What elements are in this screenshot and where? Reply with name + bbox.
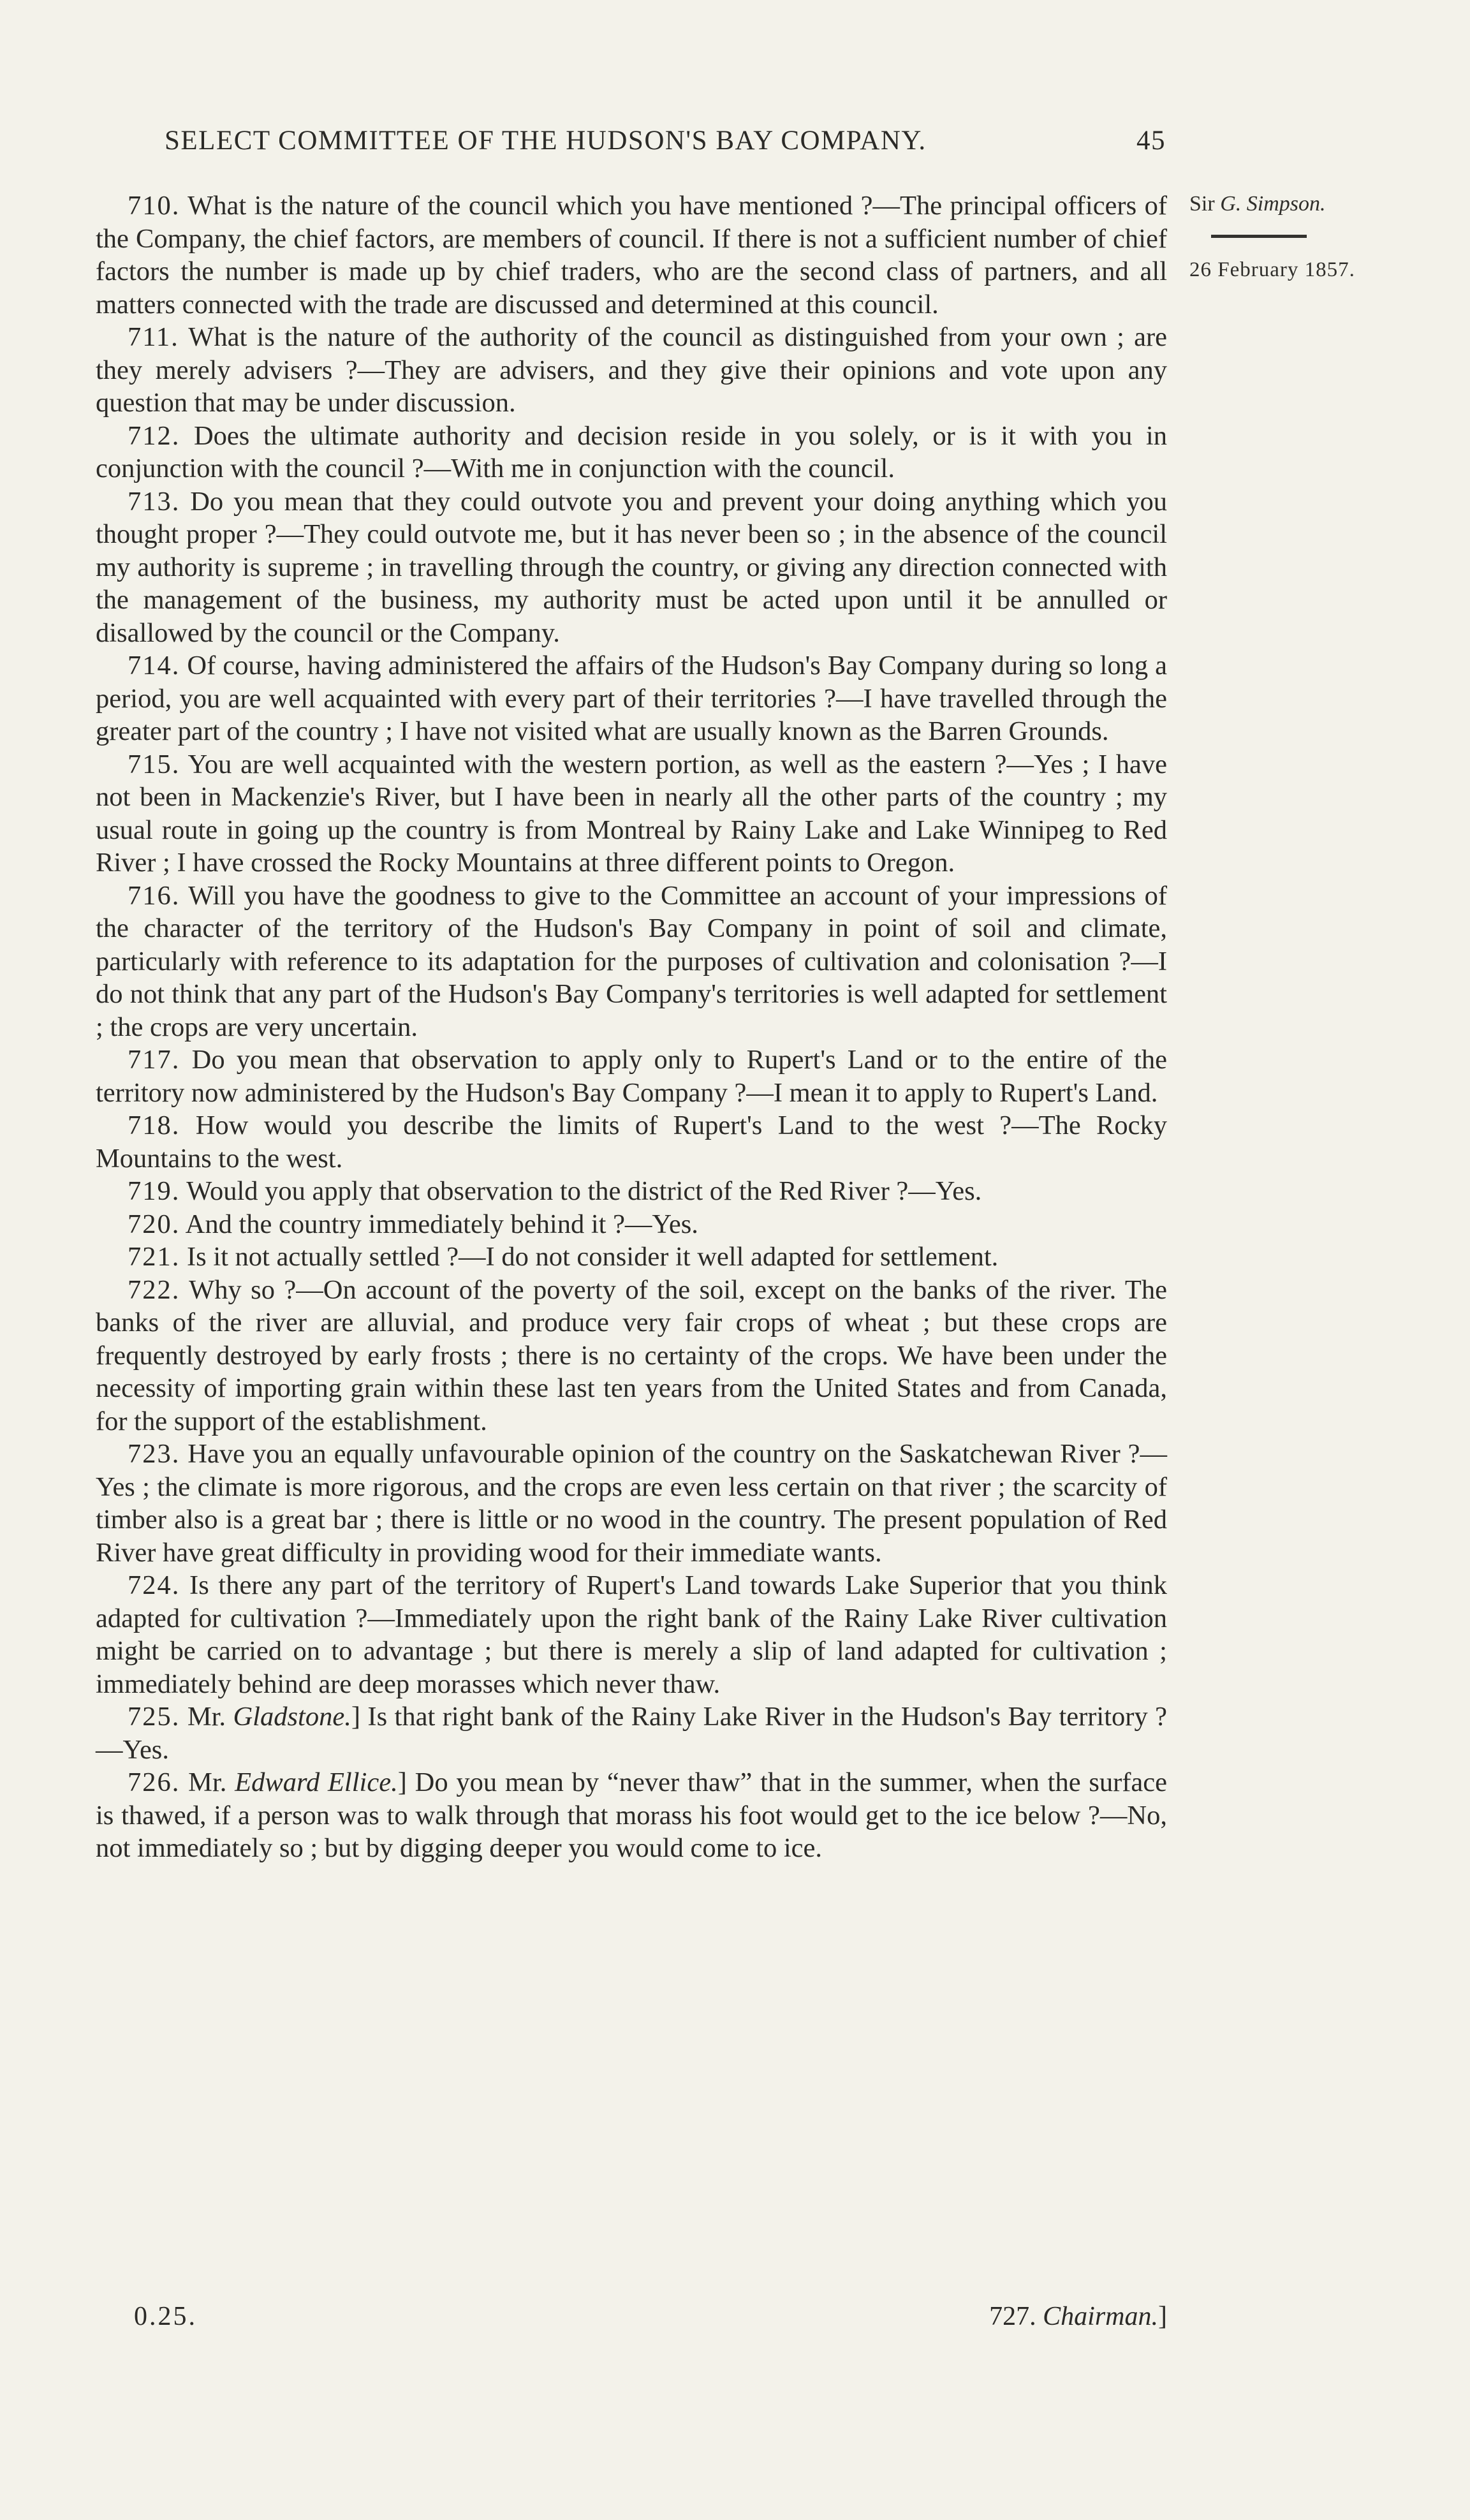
question-text: Is it not actually settled ?—I do not consider it well adapted for settlement. — [187, 1242, 999, 1272]
question-text: Have you an equally unfavourable opinion of the country on the Saskatchewan River ?—Yes ; the climate is more rigorous, and the crops are even less certain on that river ; the scarcity of timber also is a great bar ; there is little or no wood in the country. The present population of Red River have great difficulty in providing wood for their immediate wants. — [96, 1439, 1168, 1568]
page-number: 45 — [1136, 126, 1166, 156]
question-number: 715. — [128, 749, 180, 779]
speaker-title: Mr. — [188, 1767, 227, 1797]
question-716 — [96, 880, 1167, 1044]
page-footer — [134, 2301, 1167, 2339]
question-text: Is there any part of the territory of Rupert's Land towards Lake Superior that you think adapted for cultivation ?—Immediately upon the right bank of the Rainy Lake River cultivation might be carried on to advantage ; but there is merely a slip of land adapted for cultivation ; immediately behind are deep morasses which never thaw. — [96, 1570, 1168, 1699]
speaker-name: Edward Ellice. — [235, 1767, 398, 1797]
question-715 — [96, 748, 1167, 880]
question-number: 720. — [128, 1209, 180, 1239]
question-712 — [96, 420, 1167, 485]
catchword-number: 727. — [989, 2302, 1036, 2331]
question-721 — [96, 1241, 1167, 1274]
question-text: Will you have the goodness to give to the Committee an account of your impressions of the character of the territory of the Hudson's Bay Company in point of soil and climate, particularly with reference to its adaptation for the purposes of cultivation and colonisation ?—I do not think that any part of the Hudson's Bay Company's territories is well adapted for settlement ; the crops are very uncertain. — [96, 880, 1168, 1042]
question-number: 710. — [128, 191, 180, 221]
question-717 — [96, 1043, 1167, 1109]
question-number: 722. — [128, 1274, 180, 1305]
question-723 — [96, 1438, 1167, 1569]
question-718 — [96, 1109, 1167, 1175]
question-number: 711. — [128, 322, 179, 352]
question-number: 713. — [128, 486, 180, 517]
question-text: Do you mean that they could outvote you and prevent your doing anything which you thought proper ?—They could outvote me, but it has never been so ; in the absence of the council my authority is supreme ; in travelling through the country, or giving any direction connected with the management of the business, my authority must be acted upon until it be annulled or disallowed by the council or the Company. — [96, 486, 1168, 648]
testimony-body — [96, 189, 1167, 1865]
question-726 — [96, 1766, 1167, 1865]
speaker-title: Mr. — [187, 1702, 226, 1732]
question-number: 716. — [128, 880, 180, 911]
question-text: And the country immediately behind it ?—Yes. — [185, 1209, 698, 1239]
question-number: 719. — [128, 1176, 180, 1206]
question-text: Would you apply that observation to the district of the Red River ?—Yes. — [186, 1176, 982, 1206]
question-number: 712. — [128, 420, 180, 451]
speaker-name: Gladstone. — [233, 1702, 351, 1732]
running-title: SELECT COMMITTEE OF THE HUDSON'S BAY COMPANY. — [165, 126, 927, 156]
margin-rule — [1211, 235, 1307, 238]
question-text: ] Do you mean by “never thaw” that in the summer, when the surface is thawed, if a person was to walk through that morass his foot would get to the ice below ?—No, not immediately so ; but by digging deeper you would come to ice. — [96, 1767, 1168, 1863]
question-text: How would you describe the limits of Rupert's Land to the west ?—The Rocky Mountains to the west. — [96, 1110, 1167, 1174]
question-text: Why so ?—On account of the poverty of the soil, except on the banks of the river. The banks of the river are alluvial, and produce very fair crops of wheat ; but these crops are frequently destroyed by early frosts ; there is no certainty of the crops. We have been under the necessity of importing grain within these last ten years from the United States and from Canada, for the support of the establishment. — [96, 1274, 1167, 1436]
question-720 — [96, 1208, 1167, 1241]
question-text: Do you mean that observation to apply only to Rupert's Land or to the entire of the territory now administered by the Hudson's Bay Company ?—I mean it to apply to Rupert's Land. — [96, 1045, 1168, 1108]
question-number: 723. — [128, 1439, 180, 1469]
question-724 — [96, 1569, 1167, 1700]
catchword-bracket: ] — [1158, 2302, 1167, 2331]
question-710 — [96, 189, 1167, 321]
question-number: 721. — [128, 1242, 180, 1272]
question-number: 717. — [128, 1045, 180, 1075]
question-text: Does the ultimate authority and decision reside in you solely, or is it with you in conjunction with the council ?—With me in conjunction with the council. — [96, 420, 1167, 483]
question-number: 726. — [128, 1767, 180, 1797]
question-714 — [96, 649, 1167, 748]
catchword-speaker: Chairman. — [1043, 2302, 1158, 2331]
running-head — [165, 125, 1166, 163]
question-719 — [96, 1175, 1167, 1208]
margin-note — [1189, 190, 1387, 284]
testimony-date: 26 February 1857. — [1189, 258, 1355, 281]
catchword — [989, 2301, 1167, 2332]
witness-surname: G. Simpson. — [1220, 192, 1326, 216]
question-number: 725. — [128, 1702, 180, 1732]
witness-prefix: Sir — [1189, 192, 1215, 216]
question-text: What is the nature of the council which you have mentioned ?—The principal officers of the Company, the chief factors, are members of council. If there is not a sufficient number of chief factors the number is made up by chief traders, who are the second class of partners, and all matters connected with the trade are discussed and determined at this council. — [96, 191, 1168, 320]
question-711 — [96, 321, 1167, 420]
question-text: What is the nature of the authority of the council as distinguished from your own ; are they merely advisers ?—They are advisers, and they give their opinions and vote upon any question that may be under discussion. — [96, 322, 1167, 418]
question-number: 714. — [128, 651, 180, 681]
question-text: ] Is that right bank of the Rainy Lake River in the Hudson's Bay territory ?—Yes. — [96, 1702, 1167, 1765]
question-722 — [96, 1274, 1167, 1438]
question-number: 718. — [128, 1110, 180, 1140]
question-725 — [96, 1700, 1167, 1766]
question-number: 724. — [128, 1570, 180, 1600]
question-713 — [96, 485, 1167, 650]
question-text: You are well acquainted with the western portion, as well as the eastern ?—Yes ; I have not been in Mackenzie's River, but I have been in nearly all the other parts of the country ; my usual route in going up the country is from Montreal by Rainy Lake and Lake Winnipeg to Red River ; I have crossed the Rocky Mountains at three different points to Oregon. — [96, 749, 1167, 878]
signature-mark: 0.25. — [134, 2302, 197, 2331]
witness-name — [1189, 190, 1387, 218]
question-text: Of course, having administered the affairs of the Hudson's Bay Company during so long a period, you are well acquainted with every part of their territories ?—I have travelled through the greater part of the country ; I have not visited what are usually known as the Barren Grounds. — [96, 651, 1167, 746]
